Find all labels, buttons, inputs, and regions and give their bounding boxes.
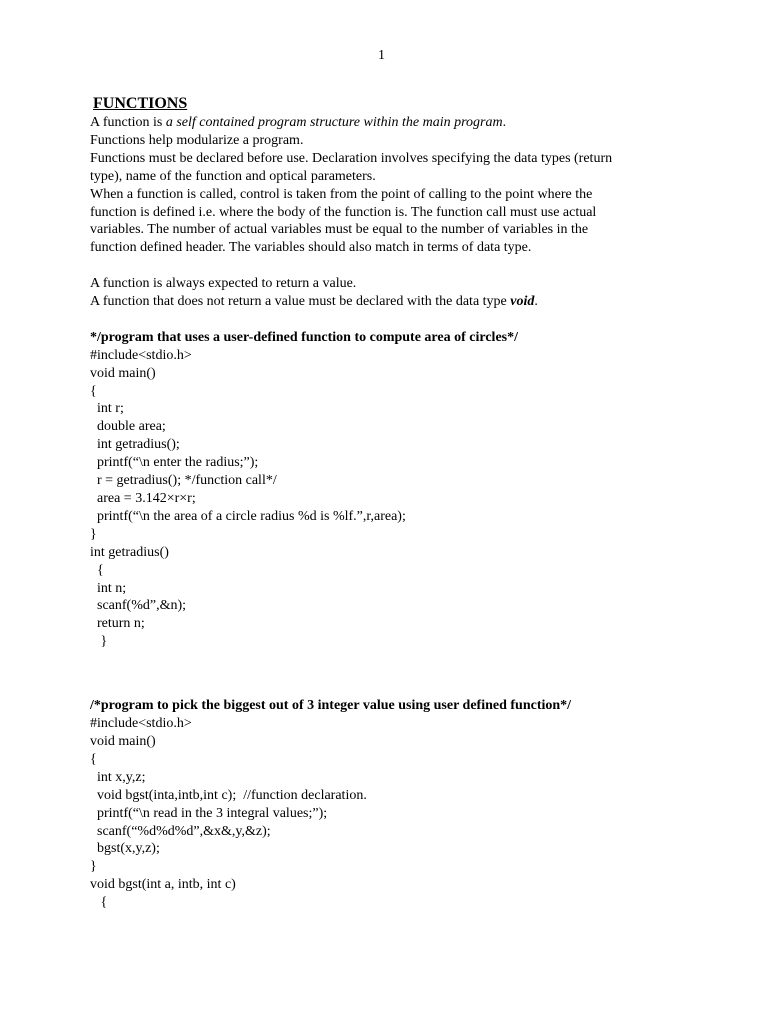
section-gap	[90, 651, 650, 697]
code-line: void main()	[90, 365, 156, 381]
intro-line: Functions help modularize a program.	[90, 132, 304, 148]
section-heading: FUNCTIONS	[93, 95, 188, 112]
blank-line	[90, 311, 650, 329]
definition-prefix: A function is	[90, 115, 166, 130]
code-line: printf(“\n the area of a circle radius %d is %lf.”,r,area);	[90, 508, 406, 524]
code-line: int r;	[90, 401, 124, 417]
program-2-code	[90, 715, 650, 912]
code-line: #include<stdio.h>	[90, 347, 192, 363]
code-line: scanf(%d”,&n);	[90, 598, 187, 614]
function-definition	[90, 114, 650, 132]
intro-line: function defined header. The variables should also match in terms of data type.	[90, 240, 532, 256]
code-line: printf(“\n read in the 3 integral values;”);	[90, 805, 328, 821]
program-1-title: */program that uses a user-defined function to compute area of circles*/	[90, 329, 518, 345]
intro-line: Functions must be declared before use. Declaration involves specifying the data types (return	[90, 150, 613, 166]
code-line: printf(“\n enter the radius;”);	[90, 455, 259, 471]
program-1-code	[90, 347, 650, 651]
program-2	[90, 697, 650, 912]
code-line: }	[90, 526, 97, 542]
code-line: scanf(“%d%d%d”,&x&,y,&z);	[90, 823, 271, 839]
intro-line: type), name of the function and optical parameters.	[90, 168, 376, 184]
code-line: double area;	[90, 419, 166, 435]
code-line: {	[90, 895, 108, 911]
code-line: r = getradius(); */function call*/	[90, 473, 277, 489]
code-line: void bgst(int a, intb, int c)	[90, 877, 236, 893]
void-prefix: A function that does not return a value must be declared with the data type	[90, 294, 511, 310]
code-line: int getradius();	[90, 437, 180, 453]
intro-section	[90, 114, 650, 329]
intro-line: function is defined i.e. where the body of the function is. The function call must use actual	[90, 204, 597, 220]
code-line: void main()	[90, 733, 156, 749]
definition-suffix: .	[502, 115, 507, 130]
code-line: bgst(x,y,z);	[90, 841, 160, 857]
document-body	[90, 94, 650, 912]
code-line: int getradius()	[90, 544, 169, 560]
code-line: void bgst(inta,intb,int c); //function declaration.	[90, 787, 367, 803]
code-line: {	[90, 562, 104, 578]
intro-line: variables. The number of actual variables must be equal to the number of variables in the	[90, 222, 589, 238]
return-statement: A function is always expected to return a value.	[90, 276, 357, 292]
blank-line	[90, 257, 650, 275]
page-number: 1	[378, 48, 385, 63]
void-suffix: .	[534, 294, 538, 310]
program-2-title: /*program to pick the biggest out of 3 integer value using user defined function*/	[90, 698, 572, 714]
code-line: area = 3.142×r×r;	[90, 491, 196, 506]
code-line: int n;	[90, 580, 127, 596]
program-1	[90, 329, 650, 651]
code-line: int x,y,z;	[90, 769, 146, 785]
code-line: }	[90, 859, 97, 875]
intro-line: When a function is called, control is taken from the point of calling to the point where the	[90, 186, 593, 202]
void-keyword: void	[510, 294, 535, 310]
void-statement	[90, 293, 650, 311]
code-line: {	[90, 751, 97, 767]
code-line: {	[90, 383, 97, 399]
definition-italic: a self contained program structure within the main program	[165, 115, 503, 130]
code-line: }	[90, 634, 108, 650]
code-line: #include<stdio.h>	[90, 716, 192, 732]
code-line: return n;	[90, 616, 145, 632]
